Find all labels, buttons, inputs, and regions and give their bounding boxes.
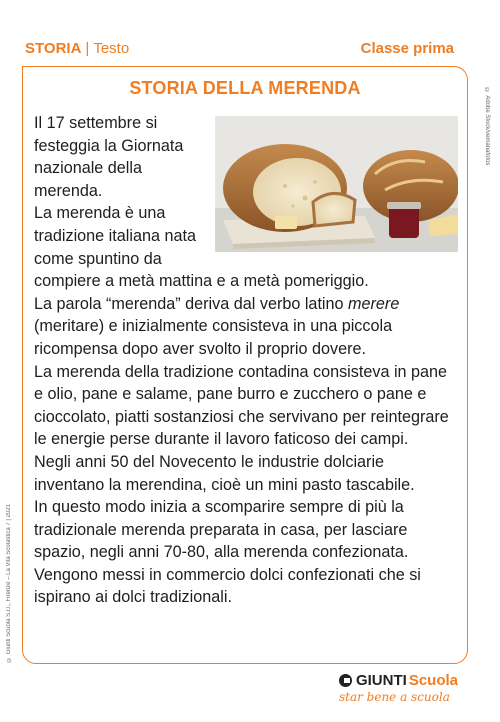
publisher-logo [339, 672, 458, 704]
logo-tagline: star bene a scuola [338, 690, 450, 704]
header-left [25, 40, 129, 57]
bread-photo [215, 116, 458, 252]
paragraph-3-start: La parola “merenda” deriva dal verbo latino [34, 294, 349, 313]
logo-brand-accent: Scuola [408, 672, 458, 689]
header-separator: | [85, 40, 90, 57]
section-label: STORIA [25, 40, 82, 57]
subsection-label: Testo [93, 40, 130, 57]
giunti-logo-mark-icon [339, 674, 352, 687]
article-title: STORIA DELLA MERENDA [129, 78, 361, 98]
paragraph-3 [34, 293, 458, 361]
paragraph-2: La merenda è una tradizione italiana nata come spuntino da compiere a metà mattina e a metà pomeriggio. [34, 204, 369, 291]
paragraph-7: Vengono messi in commercio dolci confezionati che si ispirano ai dolci tradizionali. [34, 565, 421, 607]
paragraph-1: Il 17 settembre si festeggia la Giornata nazionale della merenda. [34, 114, 184, 200]
publisher-credit: © Giunti Scuola S.r.l., Firenze – La Vita Scolastica 7 | 2021 [6, 504, 12, 662]
class-label: Classe prima [360, 40, 454, 57]
paragraph-6: In questo modo inizia a scomparire sempre di più la tradizionale merenda preparata in casa, per lasciare spazio, negli anni 70-80, alla merenda confezionata. [34, 498, 409, 562]
paragraph-5: Negli anni 50 del Novecento le industrie dolciarie inventano la merendina, cioè un mini pasto tascabile. [34, 452, 415, 494]
bread-photo-illustration [215, 116, 458, 252]
photo-credit: © Adobe Stock/vemanafotos [484, 88, 490, 166]
logo-brand: GIUNTI [355, 672, 407, 689]
article-body [34, 112, 458, 609]
paragraph-4: La merenda della tradizione contadina consisteva in pane e olio, pane e salame, pane burro e zucchero o pane e cioccolato, piatti sostanziosi che servivano per reintegrare le energie perse durante il lavoro faticoso dei campi. [34, 362, 449, 449]
paragraph-3-end: (meritare) e inizialmente consisteva in una piccola ricompensa dopo aver svolto il proprio dovere. [34, 317, 393, 358]
latin-word: merere [348, 294, 400, 313]
